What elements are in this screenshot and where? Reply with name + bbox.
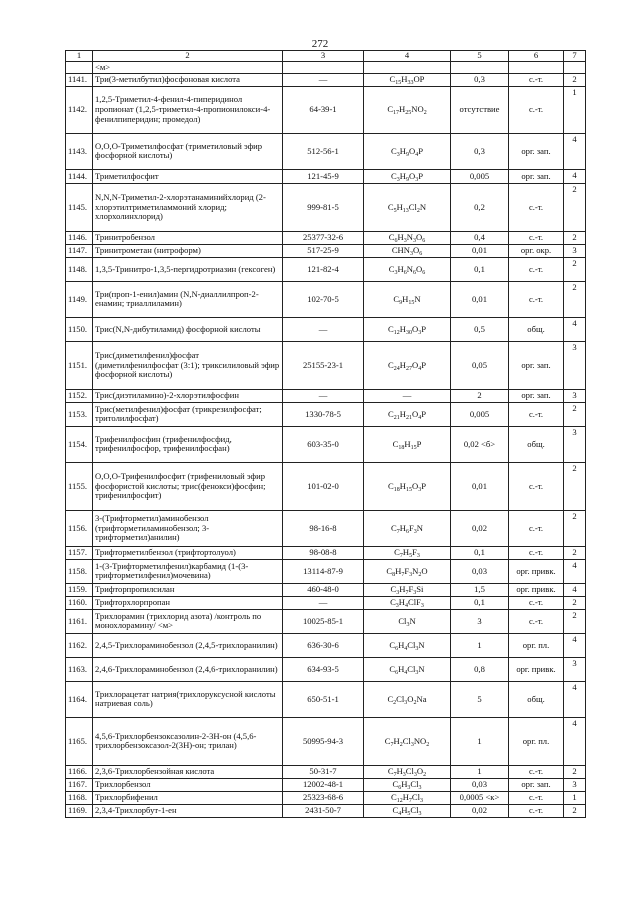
cell-substance-name: 2,3,6-Трихлорбензойная кислота	[93, 765, 283, 778]
cell-limit-value: 0,0005 <к>	[451, 791, 509, 804]
cell-cas-number: —	[283, 596, 364, 609]
cell-number: 1148.	[66, 257, 93, 281]
table-row	[66, 244, 586, 257]
cell-cas-number: 25155-23-1	[283, 341, 364, 389]
cell-hazard-class: 2	[564, 231, 586, 244]
cell-cas-number: 650-51-1	[283, 681, 364, 717]
cell-limit-value: 0,2	[451, 183, 509, 231]
cell-substance-name: 1,3,5-Тринитро-1,3,5-пергидротриазин (гексоген)	[93, 257, 283, 281]
cell-cas-number: 121-82-4	[283, 257, 364, 281]
cell-number: 1169.	[66, 804, 93, 817]
cell-limit-value: 0,02 <б>	[451, 426, 509, 462]
cell-hazard-indicator: с.-т.	[509, 546, 564, 559]
cell-cas-number: 102-70-5	[283, 281, 364, 317]
cell-formula: $C_3H_4ClF_3$	[364, 596, 451, 609]
cell-formula: $C_5H_{13}Cl_2N$	[364, 183, 451, 231]
cell-number: 1144.	[66, 169, 93, 183]
cell-limit-value: 0,05	[451, 341, 509, 389]
cell-cas-number: 636-30-6	[283, 633, 364, 657]
cell-number: 1153.	[66, 402, 93, 426]
table-row	[66, 426, 586, 462]
cell-cas-number: 634-93-5	[283, 657, 364, 681]
cell-hazard-class: 3	[564, 657, 586, 681]
header-row	[66, 51, 586, 62]
cell-formula: $C_7H_2Cl_3NO_2$	[364, 717, 451, 765]
cell-substance-name: Трихлорацетат натрия(трихлоруксусной кислоты натриевая соль)	[93, 681, 283, 717]
continuation-note: <м>	[93, 61, 283, 74]
table-row	[66, 657, 586, 681]
cell-hazard-indicator: орг. зап.	[509, 169, 564, 183]
cell-substance-name: Трихлорбензол	[93, 778, 283, 791]
cell-substance-name: Тринитробензол	[93, 231, 283, 244]
cell-hazard-class: 2	[564, 281, 586, 317]
cell-formula: $C_3H_7F_3Si$	[364, 583, 451, 596]
cell-hazard-class: 4	[564, 633, 586, 657]
cell-hazard-class: 2	[564, 74, 586, 87]
cell-cas-number: 12002-48-1	[283, 778, 364, 791]
cell-hazard-class: 2	[564, 596, 586, 609]
cell-substance-name: Трифенилфосфин (трифенилфосфид, трифенилфосфор, трифенилфосфан)	[93, 426, 283, 462]
cell-substance-name: 4,5,6-Трихлорбензоксазолин-2-3Н-он (4,5,6-трихлорбензоксазол-2(3Н)-он; трилан)	[93, 717, 283, 765]
page-number: 272	[311, 38, 329, 50]
cell-formula: $C_7H_3Cl_3O_2$	[364, 765, 451, 778]
cell-limit-value: 2	[451, 389, 509, 402]
cell-hazard-class: 1	[564, 791, 586, 804]
cell-substance-name: 3-(Трифторметил)аминобензол (трифторметиламинобензол; 3-трифторметил)анилин)	[93, 510, 283, 546]
cell-formula: $CHN_3O_6$	[364, 244, 451, 257]
cell-number: 1151.	[66, 341, 93, 389]
cell-substance-name: О,О,О-Трифенилфосфит (трифениловый эфир фосфористой кислоты; трис(фенокси)фосфин; трифенилфосфит)	[93, 462, 283, 510]
table-row	[66, 778, 586, 791]
cell-hazard-indicator: с.-т.	[509, 74, 564, 87]
cell-hazard-class: 4	[564, 717, 586, 765]
cell-limit-value: 0,3	[451, 133, 509, 169]
cell-cas-number: 2431-50-7	[283, 804, 364, 817]
table-row	[66, 804, 586, 817]
cell-substance-name: 1,2,5-Триметил-4-фенил-4-пиперидинол пропионат (1,2,5-триметил-4-пропионилокси-4-фенилпиперидин; промедол)	[93, 86, 283, 133]
cell-number: 1157.	[66, 546, 93, 559]
cell-number: 1146.	[66, 231, 93, 244]
cell-hazard-indicator: орг. пл.	[509, 633, 564, 657]
table-row	[66, 765, 586, 778]
cell-hazard-class: 4	[564, 559, 586, 583]
cell-substance-name: Триметилфосфит	[93, 169, 283, 183]
cell-number: 1155.	[66, 462, 93, 510]
cell-number: 1166.	[66, 765, 93, 778]
cell-hazard-indicator: с.-т.	[509, 257, 564, 281]
cell-number: 1165.	[66, 717, 93, 765]
cell-hazard-indicator: с.-т.	[509, 609, 564, 633]
cell-number: 1143.	[66, 133, 93, 169]
cell-hazard-class: 1	[564, 86, 586, 133]
cell-hazard-indicator: с.-т.	[509, 510, 564, 546]
cell-substance-name: 2,4,6-Трихлораминобензол (2,4,6-трихлоранилин)	[93, 657, 283, 681]
cell-number: 1154.	[66, 426, 93, 462]
cell-substance-name: Три(проп-1-енил)амин (N,N-диаллилпроп-2-енамин; триаллиламин)	[93, 281, 283, 317]
cell-substance-name: Тринитрометан (нитроформ)	[93, 244, 283, 257]
cell-number: 1142.	[66, 86, 93, 133]
table-row	[66, 86, 586, 133]
cell-substance-name: О,О,О-Триметилфосфат (триметиловый эфир фосфорной кислоты)	[93, 133, 283, 169]
cell-cas-number: —	[283, 317, 364, 341]
table-row	[66, 389, 586, 402]
cell-formula: $C_8H_7F_3N_2O$	[364, 559, 451, 583]
cell-hazard-indicator: орг. привк.	[509, 559, 564, 583]
cell-cas-number: 121-45-9	[283, 169, 364, 183]
cell-limit-value: 0,03	[451, 559, 509, 583]
cell-substance-name: Три(3-метилбутил)фосфоновая кислота	[93, 74, 283, 87]
cell-hazard-indicator: орг. привк.	[509, 657, 564, 681]
table-row	[66, 74, 586, 87]
cell-substance-name: 2,3,4-Трихлорбут-1-ен	[93, 804, 283, 817]
cell-hazard-class: 3	[564, 244, 586, 257]
cell-number: 1149.	[66, 281, 93, 317]
cell-substance-name: Трифторметилбензол (трифтортолуол)	[93, 546, 283, 559]
cell-hazard-indicator: общ.	[509, 681, 564, 717]
cell-limit-value: 1	[451, 717, 509, 765]
cell-hazard-indicator: орг. окр.	[509, 244, 564, 257]
cell-cas-number: —	[283, 389, 364, 402]
cell-cas-number: 460-48-0	[283, 583, 364, 596]
cell-number: 1168.	[66, 791, 93, 804]
col-header: 7	[564, 51, 586, 62]
table-row	[66, 462, 586, 510]
cell-number: 1145.	[66, 183, 93, 231]
cell-substance-name: Трифторпропилсилан	[93, 583, 283, 596]
table-row	[66, 341, 586, 389]
col-header: 5	[451, 51, 509, 62]
col-header: 3	[283, 51, 364, 62]
table-row	[66, 609, 586, 633]
cell-formula: $C_9H_{15}N$	[364, 281, 451, 317]
cell-hazard-class: 4	[564, 133, 586, 169]
cell-hazard-indicator: с.-т.	[509, 183, 564, 231]
cell-cas-number: 10025-85-1	[283, 609, 364, 633]
cell-limit-value: 0,1	[451, 546, 509, 559]
cell-limit-value: 1	[451, 765, 509, 778]
cell-hazard-class: 2	[564, 402, 586, 426]
cell-cas-number: 98-08-8	[283, 546, 364, 559]
cell-cas-number: 1330-78-5	[283, 402, 364, 426]
table-row	[66, 133, 586, 169]
table-row	[66, 559, 586, 583]
cell-hazard-class: 3	[564, 341, 586, 389]
continuation-row	[66, 61, 586, 74]
cell-cas-number: 25377-32-6	[283, 231, 364, 244]
cell-limit-value: 0,03	[451, 778, 509, 791]
cell-hazard-class: 2	[564, 609, 586, 633]
cell-number: 1161.	[66, 609, 93, 633]
cell-limit-value: 0,005	[451, 169, 509, 183]
cell-substance-name: Трихлорбифенил	[93, 791, 283, 804]
cell-substance-name: Трис(N,N-дибутиламид) фосфорной кислоты	[93, 317, 283, 341]
cell-hazard-indicator: с.-т.	[509, 804, 564, 817]
cell-cas-number: 13114-87-9	[283, 559, 364, 583]
cell-limit-value: 3	[451, 609, 509, 633]
col-header: 2	[93, 51, 283, 62]
cell-formula: $C_4H_5Cl_3$	[364, 804, 451, 817]
cell-hazard-class: 2	[564, 765, 586, 778]
cell-number: 1158.	[66, 559, 93, 583]
cell-limit-value: 0,01	[451, 462, 509, 510]
cell-limit-value: 0,005	[451, 402, 509, 426]
cell-hazard-indicator: с.-т.	[509, 462, 564, 510]
cell-hazard-indicator: общ.	[509, 317, 564, 341]
substances-table	[65, 50, 586, 818]
cell-limit-value: 0,5	[451, 317, 509, 341]
cell-substance-name: Трис(диэтиламино)-2-хлорэтилфосфин	[93, 389, 283, 402]
cell-hazard-indicator: с.-т.	[509, 86, 564, 133]
table-row	[66, 183, 586, 231]
cell-hazard-class: 4	[564, 317, 586, 341]
cell-cas-number: 603-35-0	[283, 426, 364, 462]
cell-formula: $C_7H_6F_3N$	[364, 510, 451, 546]
table-row	[66, 717, 586, 765]
table-row	[66, 317, 586, 341]
table-row	[66, 281, 586, 317]
cell-cas-number: 50995-94-3	[283, 717, 364, 765]
cell-number: 1150.	[66, 317, 93, 341]
cell-hazard-class: 4	[564, 681, 586, 717]
cell-formula: $C_2Cl_3O_2Na$	[364, 681, 451, 717]
cell-hazard-class: 4	[564, 583, 586, 596]
cell-limit-value: 1	[451, 633, 509, 657]
cell-formula: $C_3H_6N_6O_6$	[364, 257, 451, 281]
cell-formula: $C_6H_4Cl_3N$	[364, 657, 451, 681]
cell-limit-value: 5	[451, 681, 509, 717]
cell-hazard-indicator: орг. пл.	[509, 717, 564, 765]
cell-limit-value: 0,3	[451, 74, 509, 87]
cell-substance-name: 2,4,5-Трихлораминобензол (2,4,5-трихлоранилин)	[93, 633, 283, 657]
table-row	[66, 257, 586, 281]
cell-number: 1162.	[66, 633, 93, 657]
cell-hazard-class: 2	[564, 510, 586, 546]
table-row	[66, 633, 586, 657]
cell-formula: $C_6H_3Cl_3$	[364, 778, 451, 791]
cell-hazard-indicator: орг. зап.	[509, 389, 564, 402]
cell-hazard-indicator: с.-т.	[509, 765, 564, 778]
cell-number: 1147.	[66, 244, 93, 257]
cell-formula: $C_{18}H_{15}O_3P$	[364, 462, 451, 510]
cell-hazard-class: 2	[564, 183, 586, 231]
cell-formula: $C_{17}H_{25}NO_2$	[364, 86, 451, 133]
cell-limit-value: отсутствие	[451, 86, 509, 133]
cell-cas-number: 98-16-8	[283, 510, 364, 546]
cell-formula: $C_6H_4Cl_3N$	[364, 633, 451, 657]
cell-substance-name: Трифторхлорпропан	[93, 596, 283, 609]
cell-formula: $C_{12}H_{30}O_3P$	[364, 317, 451, 341]
table-row	[66, 596, 586, 609]
cell-hazard-indicator: орг. зап.	[509, 778, 564, 791]
cell-substance-name: Трис(метилфенил)фосфат (трикрезилфосфат; тритолилфосфат)	[93, 402, 283, 426]
cell-limit-value: 0,01	[451, 244, 509, 257]
cell-hazard-indicator: с.-т.	[509, 402, 564, 426]
cell-limit-value: 0,01	[451, 281, 509, 317]
table-row	[66, 231, 586, 244]
cell-cas-number: 999-81-5	[283, 183, 364, 231]
cell-hazard-indicator: с.-т.	[509, 231, 564, 244]
cell-formula: $C_{21}H_{21}O_4P$	[364, 402, 451, 426]
cell-substance-name: N,N,N-Триметил-2-хлорэтанаминийхлорид (2-хлорэтилтриметиламмоний хлорид; хлорхолинхлорид)	[93, 183, 283, 231]
col-header: 6	[509, 51, 564, 62]
cell-hazard-indicator: орг. зап.	[509, 341, 564, 389]
cell-cas-number: 50-31-7	[283, 765, 364, 778]
cell-cas-number: 101-02-0	[283, 462, 364, 510]
cell-formula: $C_{15}H_{33}OP$	[364, 74, 451, 87]
cell-limit-value: 0,02	[451, 804, 509, 817]
cell-limit-value: 0,02	[451, 510, 509, 546]
table-row	[66, 510, 586, 546]
cell-hazard-indicator: орг. привк.	[509, 583, 564, 596]
cell-formula: $C_6H_3N_3O_6$	[364, 231, 451, 244]
table-row	[66, 791, 586, 804]
cell-formula: $C_{24}H_{27}O_4P$	[364, 341, 451, 389]
cell-formula: —	[364, 389, 451, 402]
cell-hazard-indicator: орг. зап.	[509, 133, 564, 169]
col-header: 4	[364, 51, 451, 62]
table-row	[66, 681, 586, 717]
cell-cas-number: 512-56-1	[283, 133, 364, 169]
table-row	[66, 169, 586, 183]
cell-hazard-class: 2	[564, 462, 586, 510]
cell-formula: $C_3H_9O_4P$	[364, 133, 451, 169]
cell-cas-number: 517-25-9	[283, 244, 364, 257]
cell-limit-value: 0,1	[451, 257, 509, 281]
cell-limit-value: 0,4	[451, 231, 509, 244]
cell-number: 1141.	[66, 74, 93, 87]
cell-substance-name: Трис(диметилфенил)фосфат (диметилфенилфосфат (3:1); триксилиловый эфир фосфорной кислоты)	[93, 341, 283, 389]
cell-limit-value: 0,1	[451, 596, 509, 609]
cell-hazard-indicator: общ.	[509, 426, 564, 462]
cell-hazard-class: 2	[564, 257, 586, 281]
cell-number: 1164.	[66, 681, 93, 717]
cell-hazard-indicator: с.-т.	[509, 281, 564, 317]
cell-formula: $Cl_3N$	[364, 609, 451, 633]
cell-hazard-indicator: с.-т.	[509, 791, 564, 804]
cell-hazard-class: 2	[564, 546, 586, 559]
cell-number: 1163.	[66, 657, 93, 681]
cell-hazard-class: 4	[564, 169, 586, 183]
cell-number: 1159.	[66, 583, 93, 596]
cell-limit-value: 0,8	[451, 657, 509, 681]
cell-limit-value: 1,5	[451, 583, 509, 596]
cell-formula: $C_3H_9O_3P$	[364, 169, 451, 183]
cell-substance-name: Трихлорамин (трихлорид азота) /контроль по монохлорамину/ <м>	[93, 609, 283, 633]
cell-hazard-indicator: с.-т.	[509, 596, 564, 609]
cell-hazard-class: 3	[564, 389, 586, 402]
cell-number: 1167.	[66, 778, 93, 791]
table-row	[66, 583, 586, 596]
cell-cas-number: 25323-68-6	[283, 791, 364, 804]
cell-substance-name: 1-(3-Трифторметилфенил)карбамид (1-(3-трифторметилфенил)мочевина)	[93, 559, 283, 583]
cell-formula: $C_7H_5F_3$	[364, 546, 451, 559]
col-header: 1	[66, 51, 93, 62]
table-row	[66, 402, 586, 426]
cell-hazard-class: 3	[564, 778, 586, 791]
table-row	[66, 546, 586, 559]
cell-hazard-class: 2	[564, 804, 586, 817]
cell-cas-number: 64-39-1	[283, 86, 364, 133]
cell-number: 1160.	[66, 596, 93, 609]
cell-formula: $C_{18}H_{15}P$	[364, 426, 451, 462]
cell-formula: $C_{12}H_7Cl_3$	[364, 791, 451, 804]
cell-cas-number: —	[283, 74, 364, 87]
cell-number: 1152.	[66, 389, 93, 402]
cell-number: 1156.	[66, 510, 93, 546]
cell-hazard-class: 3	[564, 426, 586, 462]
